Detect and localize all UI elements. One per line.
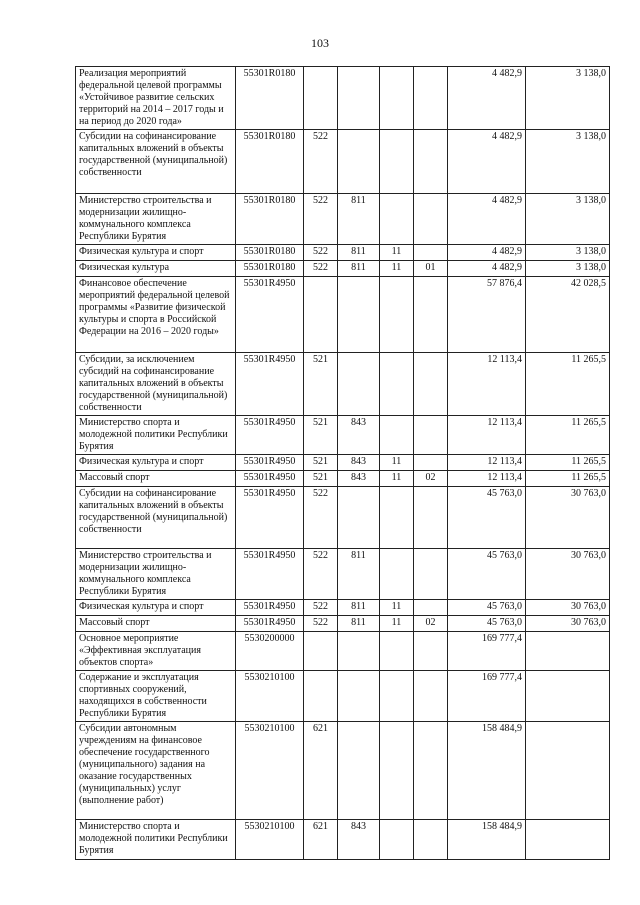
budget-code-cell: 55301R0180 (236, 261, 304, 277)
expense-type-cell: 621 (304, 820, 338, 860)
budget-code-cell: 5530200000 (236, 632, 304, 671)
amount-year2-cell (526, 671, 610, 722)
section-cell (380, 194, 414, 245)
amount-year2-cell: 11 265,5 (526, 471, 610, 487)
row-name-cell: Министерство строительства и модернизации жилищно-коммунального комплекса Республики Бурятия (76, 194, 236, 245)
section-cell (380, 487, 414, 549)
budget-code-cell: 55301R4950 (236, 277, 304, 353)
amount-year1-cell: 158 484,9 (448, 722, 526, 820)
budget-code-cell: 55301R4950 (236, 487, 304, 549)
department-cell: 811 (338, 245, 380, 261)
table-row (76, 549, 610, 600)
amount-year2-cell: 11 265,5 (526, 455, 610, 471)
department-cell: 811 (338, 549, 380, 600)
amount-year1-cell: 4 482,9 (448, 130, 526, 194)
row-name-cell: Министерство спорта и молодежной политики Республики Бурятия (76, 820, 236, 860)
row-name-cell: Физическая культура и спорт (76, 455, 236, 471)
amount-year1-cell: 45 763,0 (448, 487, 526, 549)
amount-year1-cell: 169 777,4 (448, 671, 526, 722)
section-cell: 11 (380, 600, 414, 616)
row-name-cell: Массовый спорт (76, 616, 236, 632)
section-cell (380, 671, 414, 722)
row-name-cell: Основное мероприятие «Эффективная эксплуатация объектов спорта» (76, 632, 236, 671)
department-cell (338, 277, 380, 353)
subsection-cell (414, 194, 448, 245)
expense-type-cell: 521 (304, 416, 338, 455)
department-cell: 843 (338, 471, 380, 487)
amount-year2-cell: 3 138,0 (526, 130, 610, 194)
table-row (76, 67, 610, 130)
expense-type-cell: 521 (304, 455, 338, 471)
table-row (76, 722, 610, 820)
budget-code-cell: 55301R0180 (236, 194, 304, 245)
budget-code-cell: 5530210100 (236, 671, 304, 722)
amount-year1-cell: 4 482,9 (448, 67, 526, 130)
expense-type-cell (304, 632, 338, 671)
amount-year1-cell: 158 484,9 (448, 820, 526, 860)
budget-code-cell: 55301R0180 (236, 245, 304, 261)
amount-year1-cell: 12 113,4 (448, 416, 526, 455)
row-name-cell: Субсидии на софинансирование капитальных вложений в объекты государственной (муниципальной) собственности (76, 130, 236, 194)
amount-year2-cell: 42 028,5 (526, 277, 610, 353)
amount-year2-cell (526, 632, 610, 671)
row-name-cell: Физическая культура и спорт (76, 600, 236, 616)
subsection-cell: 01 (414, 261, 448, 277)
section-cell: 11 (380, 616, 414, 632)
section-cell (380, 353, 414, 416)
row-name-cell: Физическая культура (76, 261, 236, 277)
subsection-cell (414, 353, 448, 416)
budget-code-cell: 55301R4950 (236, 353, 304, 416)
row-name-cell: Субсидии, за исключением субсидий на софинансирование капитальных вложений в объекты государственной (муниципальной) собственности (76, 353, 236, 416)
amount-year1-cell: 45 763,0 (448, 600, 526, 616)
amount-year1-cell: 12 113,4 (448, 471, 526, 487)
section-cell (380, 67, 414, 130)
expense-type-cell: 522 (304, 194, 338, 245)
amount-year1-cell: 4 482,9 (448, 261, 526, 277)
section-cell (380, 277, 414, 353)
expense-type-cell: 522 (304, 487, 338, 549)
table-row (76, 600, 610, 616)
department-cell: 843 (338, 416, 380, 455)
budget-code-cell: 55301R4950 (236, 616, 304, 632)
amount-year2-cell: 30 763,0 (526, 600, 610, 616)
row-name-cell: Физическая культура и спорт (76, 245, 236, 261)
table-row (76, 632, 610, 671)
section-cell (380, 549, 414, 600)
subsection-cell (414, 600, 448, 616)
subsection-cell (414, 245, 448, 261)
department-cell: 843 (338, 455, 380, 471)
table-row (76, 130, 610, 194)
amount-year2-cell: 3 138,0 (526, 245, 610, 261)
department-cell (338, 722, 380, 820)
subsection-cell (414, 416, 448, 455)
department-cell: 811 (338, 600, 380, 616)
amount-year2-cell: 30 763,0 (526, 549, 610, 600)
row-name-cell: Финансовое обеспечение мероприятий федеральной целевой программы «Развитие физической культуры и спорта в Российской Федерации на 2016 – 2020 годы» (76, 277, 236, 353)
budget-table-body (76, 67, 610, 860)
department-cell: 811 (338, 616, 380, 632)
section-cell (380, 130, 414, 194)
row-name-cell: Массовый спорт (76, 471, 236, 487)
section-cell: 11 (380, 261, 414, 277)
expense-type-cell: 521 (304, 353, 338, 416)
table-row (76, 245, 610, 261)
expense-type-cell: 522 (304, 261, 338, 277)
page-number: 103 (311, 36, 329, 50)
budget-code-cell: 55301R4950 (236, 471, 304, 487)
table-row (76, 487, 610, 549)
amount-year2-cell: 3 138,0 (526, 67, 610, 130)
subsection-cell (414, 820, 448, 860)
budget-code-cell: 55301R0180 (236, 130, 304, 194)
amount-year1-cell: 45 763,0 (448, 616, 526, 632)
expense-type-cell: 621 (304, 722, 338, 820)
budget-code-cell: 5530210100 (236, 722, 304, 820)
row-name-cell: Содержание и эксплуатация спортивных сооружений, находящихся в собственности Республики Бурятия (76, 671, 236, 722)
amount-year1-cell: 45 763,0 (448, 549, 526, 600)
budget-code-cell: 55301R4950 (236, 600, 304, 616)
subsection-cell (414, 722, 448, 820)
row-name-cell: Министерство строительства и модернизации жилищно-коммунального комплекса Республики Бурятия (76, 549, 236, 600)
expense-type-cell: 521 (304, 471, 338, 487)
expense-type-cell: 522 (304, 130, 338, 194)
amount-year2-cell: 30 763,0 (526, 487, 610, 549)
table-row (76, 416, 610, 455)
department-cell (338, 353, 380, 416)
department-cell (338, 130, 380, 194)
budget-code-cell: 55301R0180 (236, 67, 304, 130)
expense-type-cell (304, 277, 338, 353)
subsection-cell (414, 455, 448, 471)
section-cell: 11 (380, 471, 414, 487)
amount-year1-cell: 57 876,4 (448, 277, 526, 353)
amount-year1-cell: 12 113,4 (448, 353, 526, 416)
expense-type-cell: 522 (304, 616, 338, 632)
budget-code-cell: 55301R4950 (236, 549, 304, 600)
amount-year1-cell: 12 113,4 (448, 455, 526, 471)
table-row (76, 616, 610, 632)
amount-year1-cell: 4 482,9 (448, 245, 526, 261)
amount-year2-cell: 30 763,0 (526, 616, 610, 632)
table-row (76, 820, 610, 860)
section-cell (380, 632, 414, 671)
expense-type-cell: 522 (304, 245, 338, 261)
section-cell (380, 722, 414, 820)
row-name-cell: Министерство спорта и молодежной политики Республики Бурятия (76, 416, 236, 455)
subsection-cell (414, 130, 448, 194)
section-cell (380, 416, 414, 455)
budget-code-cell: 55301R4950 (236, 455, 304, 471)
budget-code-cell: 5530210100 (236, 820, 304, 860)
section-cell (380, 820, 414, 860)
amount-year2-cell: 11 265,5 (526, 416, 610, 455)
department-cell: 843 (338, 820, 380, 860)
amount-year2-cell (526, 722, 610, 820)
table-row (76, 671, 610, 722)
table-row (76, 261, 610, 277)
budget-code-cell: 55301R4950 (236, 416, 304, 455)
subsection-cell (414, 632, 448, 671)
expense-type-cell (304, 67, 338, 130)
amount-year2-cell: 11 265,5 (526, 353, 610, 416)
subsection-cell (414, 487, 448, 549)
department-cell (338, 487, 380, 549)
subsection-cell: 02 (414, 471, 448, 487)
expense-type-cell (304, 671, 338, 722)
expense-type-cell: 522 (304, 549, 338, 600)
row-name-cell: Реализация мероприятий федеральной целевой программы «Устойчивое развитие сельских территорий на 2014 – 2017 годы и на период до 2020 года» (76, 67, 236, 130)
amount-year1-cell: 4 482,9 (448, 194, 526, 245)
department-cell (338, 671, 380, 722)
table-row (76, 277, 610, 353)
amount-year2-cell (526, 820, 610, 860)
table-row (76, 471, 610, 487)
section-cell: 11 (380, 245, 414, 261)
table-row (76, 194, 610, 245)
row-name-cell: Субсидии на софинансирование капитальных вложений в объекты государственной (муниципальной) собственности (76, 487, 236, 549)
department-cell: 811 (338, 261, 380, 277)
row-name-cell: Субсидии автономным учреждениям на финансовое обеспечение государственного (муниципального) задания на оказание государственных (муниципальных) услуг (выполнение работ) (76, 722, 236, 820)
department-cell: 811 (338, 194, 380, 245)
subsection-cell (414, 67, 448, 130)
amount-year2-cell: 3 138,0 (526, 194, 610, 245)
amount-year1-cell: 169 777,4 (448, 632, 526, 671)
table-row (76, 353, 610, 416)
expense-type-cell: 522 (304, 600, 338, 616)
subsection-cell (414, 277, 448, 353)
department-cell (338, 67, 380, 130)
subsection-cell (414, 671, 448, 722)
subsection-cell (414, 549, 448, 600)
table-row (76, 455, 610, 471)
budget-table (75, 66, 610, 860)
department-cell (338, 632, 380, 671)
subsection-cell: 02 (414, 616, 448, 632)
amount-year2-cell: 3 138,0 (526, 261, 610, 277)
section-cell: 11 (380, 455, 414, 471)
